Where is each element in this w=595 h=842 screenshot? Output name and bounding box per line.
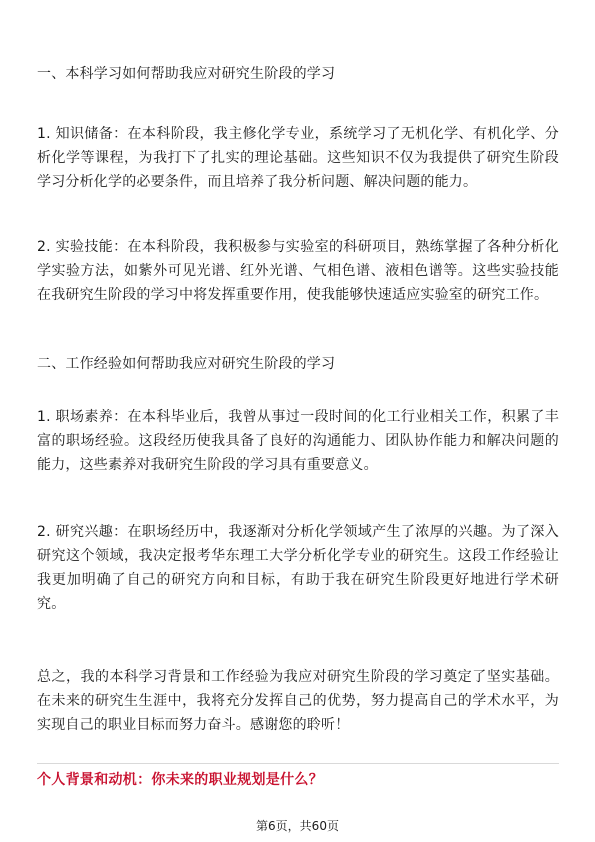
page-number-footer: 第6页，共60页 — [256, 819, 339, 833]
section-1-paragraph-2: 2. 实验技能：在本科阶段，我积极参与实验室的科研项目，熟练掌握了各种分析化学实验方法，如紫外可见光谱、红外光谱、气相色谱、液相色谱等。这些实验技能在我研究生阶段的学习中将发挥重要作用，使我能够快速适应实验室的研究工作。 — [37, 239, 559, 303]
section-2-heading: 二、工作经验如何帮助我应对研究生阶段的学习 — [37, 356, 336, 372]
section-divider — [37, 763, 559, 764]
conclusion-paragraph: 总之，我的本科学习背景和工作经验为我应对研究生阶段的学习奠定了坚实基础。在未来的研究生生涯中，我将充分发挥自己的优势，努力提高自己的学术水平，为实现自己的职业目标而努力奋斗。感谢您的聆听！ — [37, 669, 559, 733]
section-1-paragraph-1: 1. 知识储备：在本科阶段，我主修化学专业，系统学习了无机化学、有机化学、分析化学等课程，为我打下了扎实的理论基础。这些知识不仅为我提供了研究生阶段学习分析化学的必要条件，而且培养了我分析问题、解决问题的能力。 — [37, 126, 559, 190]
section-2-paragraph-1: 1. 职场素养：在本科毕业后，我曾从事过一段时间的化工行业相关工作，积累了丰富的职场经验。这段经历使我具备了良好的沟通能力、团队协作能力和解决问题的能力，这些素养对我研究生阶段的学习具有重要意义。 — [37, 409, 559, 473]
section-1-heading: 一、本科学习如何帮助我应对研究生阶段的学习 — [37, 66, 336, 82]
next-question-heading: 个人背景和动机：你未来的职业规划是什么？ — [37, 772, 323, 788]
section-2-paragraph-2: 2. 研究兴趣：在职场经历中，我逐渐对分析化学领域产生了浓厚的兴趣。为了深入研究这个领域，我决定报考华东理工大学分析化学专业的研究生。这段工作经验让我更加明确了自己的研究方向和目标，有助于我在研究生阶段更好地进行学术研究。 — [37, 524, 559, 612]
